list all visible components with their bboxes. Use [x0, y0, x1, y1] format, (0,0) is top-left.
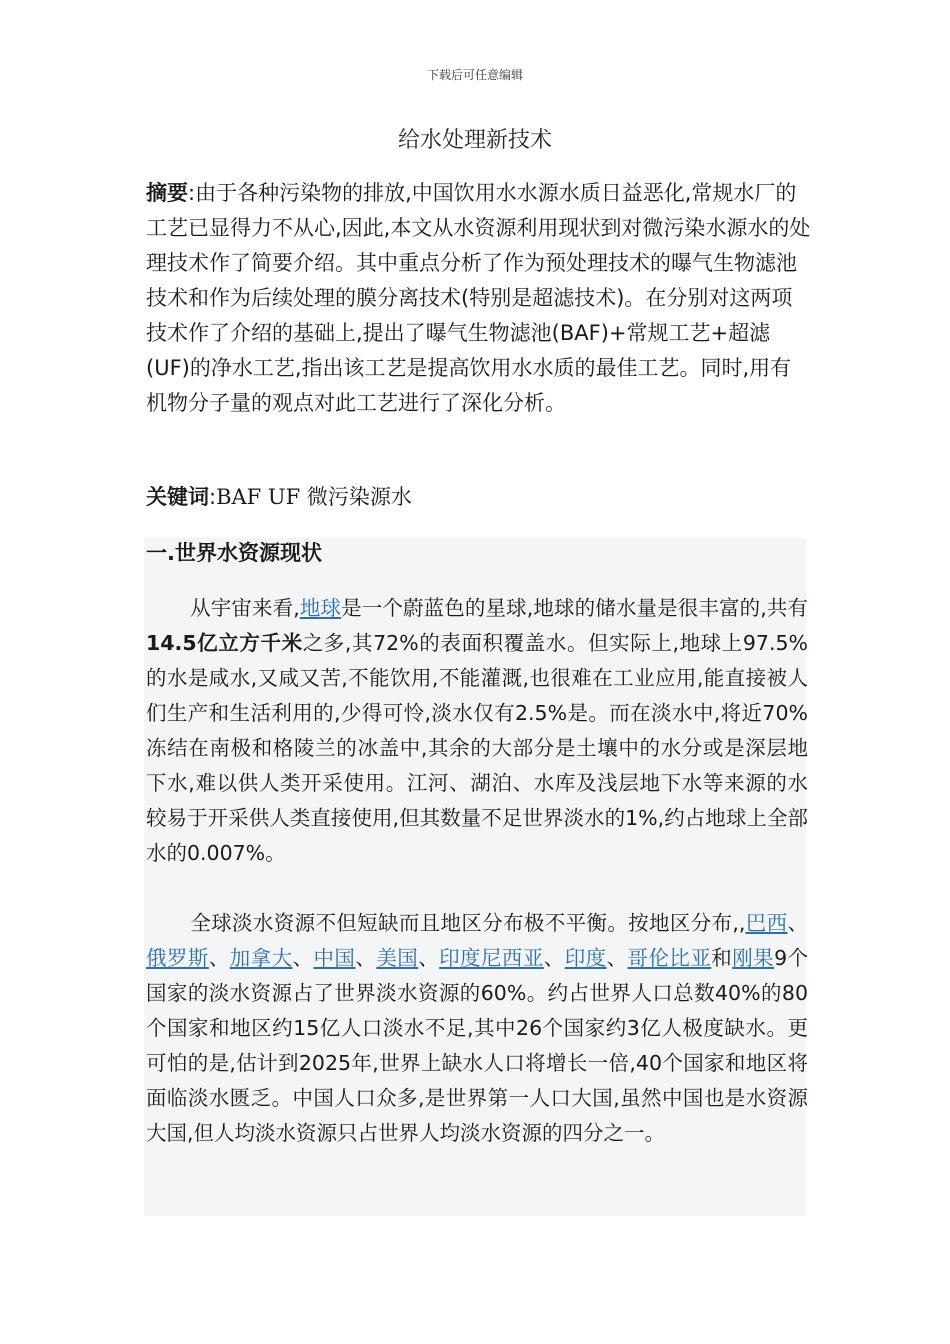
link-earth[interactable]: 地球 — [299, 596, 342, 620]
p1-bold-amount: 14.5亿立方千米 — [146, 631, 303, 655]
keywords-separator: : — [209, 485, 217, 509]
link-country-russia[interactable]: 俄罗斯 — [146, 946, 209, 970]
document-title: 给水处理新技术 — [397, 128, 552, 153]
p1-text-1: 从宇宙来看, — [190, 596, 300, 620]
list-separator: 、 — [292, 946, 314, 970]
link-country-brazil[interactable]: 巴西 — [745, 911, 788, 935]
list-separator: 、 — [606, 946, 628, 970]
paragraph-distribution — [146, 906, 808, 1151]
keywords-label: 关键词 — [146, 485, 209, 509]
abstract-label: 摘要 — [146, 181, 188, 205]
keywords-line — [146, 480, 811, 515]
link-country-usa[interactable]: 美国 — [376, 946, 419, 970]
list-separator: 、 — [208, 946, 230, 970]
p2-text-1: 全球淡水资源不但短缺而且地区分布极不平衡。按地区分布,, — [190, 911, 746, 935]
link-country-indonesia[interactable]: 印度尼西亚 — [439, 946, 544, 970]
header-note: 下载后可任意编辑 — [426, 68, 523, 82]
abstract-paragraph — [146, 176, 811, 421]
link-country-india[interactable]: 印度 — [564, 946, 607, 970]
link-country-china[interactable]: 中国 — [313, 946, 356, 970]
link-country-congo[interactable]: 刚果 — [732, 946, 775, 970]
list-separator: 、 — [418, 946, 440, 970]
list-separator: 、 — [355, 946, 377, 970]
p1-text-2: 是一个蔚蓝色的星球,地球的储水量是很丰富的,共有 — [341, 596, 808, 620]
link-country-canada[interactable]: 加拿大 — [229, 946, 293, 970]
section-heading: 一.世界水资源现状 — [146, 541, 322, 565]
p2-text-2: 9个国家的淡水资源占了世界淡水资源的60%。约占世界人口总数40%的80个国家和地区约15亿人口淡水不足,其中26个国家约3亿人极度缺水。更可怕的是,估计到2025年,世界上缺水人口将增长一倍,40个国家和地区将面临淡水匮乏。中国人口众多,是世界第一人口大国,虽然中国也是水资源大国,但人均淡水资源只占世界人均淡水资源的四分之一。 — [146, 946, 809, 1145]
keywords-text: BAF UF 微污染源水 — [216, 485, 412, 509]
abstract-text: 由于各种污染物的排放,中国饮用水水源水质日益恶化,常规水厂的工艺已显得力不从心,因此,本文从水资源利用现状到对微污染水源水的处理技术作了简要介绍。其中重点分析了作为预处理技术的曝气生物滤池技术和作为后续处理的膜分离技术(特别是超滤技术)。在分别对这两项技术作了介绍的基础上,提出了曝气生物滤池(BAF)+常规工艺+超滤(UF)的净水工艺,指出该工艺是提高饮用水水质的最佳工艺。同时,用有机物分子量的观点对此工艺进行了深化分析。 — [146, 181, 811, 415]
abstract-separator: : — [188, 181, 196, 205]
list-separator: 、 — [543, 946, 565, 970]
list-separator: 、 — [787, 911, 809, 935]
p1-text-3: 之多,其72%的表面积覆盖水。但实际上,地球上97.5%的水是咸水,又咸又苦,不能饮用,不能灌溉,也很难在工业应用,能直接被人们生产和生活利用的,少得可怜,淡水仅有2.5%是。而在淡水中,将近70%冻结在南极和格陵兰的冰盖中,其余的大部分是土壤中的水分或是深层地下水,难以供人类开采使用。江河、湖泊、水库及浅层地下水等来源的水较易于开采供人类直接使用,但其数量不足世界淡水的1%,约占地球上全部水的0.007%。 — [146, 631, 808, 865]
link-country-colombia[interactable]: 哥伦比亚 — [627, 946, 712, 970]
paragraph-water-overview — [146, 591, 808, 871]
conjunction-and: 和 — [711, 946, 733, 970]
